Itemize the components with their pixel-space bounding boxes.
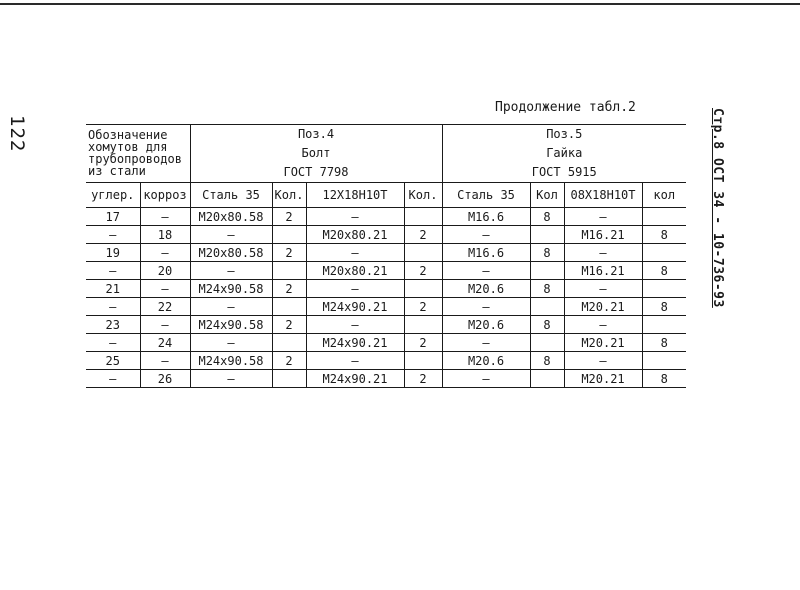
table-cell: –: [306, 352, 404, 370]
table-row: [86, 298, 686, 316]
table-cell: 17: [86, 208, 140, 226]
table-cell: 2: [272, 244, 306, 262]
fastener-spec-table: [86, 124, 686, 388]
table-cell: [404, 244, 442, 262]
table-cell: [272, 226, 306, 244]
table-cell: [404, 208, 442, 226]
table-cell: 8: [642, 370, 686, 388]
table-cell: 8: [530, 280, 564, 298]
table-cell: М20х80.21: [306, 226, 404, 244]
table-cell: 8: [642, 334, 686, 352]
table-cell: –: [306, 316, 404, 334]
group-line: Поз.5: [546, 127, 583, 141]
table-cell: 18: [140, 226, 190, 244]
table-cell: М20х80.58: [190, 208, 272, 226]
group-line: Болт: [301, 146, 331, 160]
table-cell: [642, 316, 686, 334]
table-cell: М16.6: [442, 244, 530, 262]
header-line: трубопроводов: [88, 152, 182, 166]
column-header: 08Х18Н10Т: [564, 183, 642, 208]
table-cell: М16.21: [564, 226, 642, 244]
table-cell: –: [140, 352, 190, 370]
table-cell: 2: [404, 370, 442, 388]
table-cell: 26: [140, 370, 190, 388]
table-cell: –: [306, 280, 404, 298]
table-cell: М24х90.58: [190, 316, 272, 334]
group-line: ГОСТ 7798: [283, 165, 349, 179]
table-cell: –: [442, 262, 530, 280]
table-cell: М20.6: [442, 316, 530, 334]
table-cell: –: [86, 370, 140, 388]
table-cell: –: [140, 208, 190, 226]
header-line: хомутов для: [88, 140, 168, 154]
column-header: Кол: [530, 183, 564, 208]
document-reference: Стр.8 ОСТ 34 - 10-736-93: [710, 108, 725, 308]
table-cell: 22: [140, 298, 190, 316]
table-row: [86, 352, 686, 370]
table-cell: –: [564, 352, 642, 370]
table-cell: –: [564, 316, 642, 334]
table-cell: М24х90.58: [190, 352, 272, 370]
table-cell: М20х80.58: [190, 244, 272, 262]
table-cell: 2: [272, 208, 306, 226]
table-cell: [530, 226, 564, 244]
column-header: Сталь 35: [442, 183, 530, 208]
table-cell: 23: [86, 316, 140, 334]
table-cell: –: [86, 298, 140, 316]
table-cell: 8: [530, 244, 564, 262]
table-cell: 8: [530, 208, 564, 226]
bolt-group-header: [190, 125, 442, 183]
table-cell: 24: [140, 334, 190, 352]
table-row: [86, 334, 686, 352]
table-cell: –: [442, 334, 530, 352]
table-cell: М20.21: [564, 298, 642, 316]
table-cell: 20: [140, 262, 190, 280]
column-header: Кол.: [272, 183, 306, 208]
table-cell: 2: [272, 352, 306, 370]
table-cell: М20.21: [564, 334, 642, 352]
table-cell: –: [190, 298, 272, 316]
table-cell: 21: [86, 280, 140, 298]
table-cell: [642, 280, 686, 298]
table-cell: [272, 370, 306, 388]
table-cell: 2: [404, 334, 442, 352]
table-cell: 2: [404, 298, 442, 316]
table-row: [86, 244, 686, 262]
table-cell: –: [564, 208, 642, 226]
column-header: корроз: [140, 183, 190, 208]
table-cell: –: [190, 334, 272, 352]
group-line: ГОСТ 5915: [531, 165, 597, 179]
table-cell: М24х90.21: [306, 334, 404, 352]
table-cell: М20х80.21: [306, 262, 404, 280]
table-cell: 25: [86, 352, 140, 370]
table-body: [86, 208, 686, 388]
column-header: кол: [642, 183, 686, 208]
table-cell: –: [140, 280, 190, 298]
table-cell: –: [564, 280, 642, 298]
table-cell: 19: [86, 244, 140, 262]
table-cell: –: [86, 262, 140, 280]
table-cell: –: [306, 244, 404, 262]
table-cell: 2: [272, 280, 306, 298]
table-cell: [530, 262, 564, 280]
table-cell: М20.21: [564, 370, 642, 388]
group-line: Поз.4: [297, 127, 335, 141]
table-cell: [530, 370, 564, 388]
table-cell: [530, 298, 564, 316]
table-cell: [642, 352, 686, 370]
table-cell: –: [140, 316, 190, 334]
table-cell: [530, 334, 564, 352]
table-cell: [404, 352, 442, 370]
table-cell: [272, 262, 306, 280]
column-header: Сталь 35: [190, 183, 272, 208]
table-cell: М20.6: [442, 280, 530, 298]
table-cell: –: [190, 370, 272, 388]
table-cell: М24х90.21: [306, 370, 404, 388]
table-cell: 2: [272, 316, 306, 334]
clamp-designation-header: [86, 125, 190, 183]
table-cell: 8: [530, 316, 564, 334]
table-cell: М16.6: [442, 208, 530, 226]
table-row: [86, 370, 686, 388]
table-cell: М16.21: [564, 262, 642, 280]
table-cell: [642, 244, 686, 262]
table-cell: —: [564, 244, 642, 262]
group-header-row: [86, 125, 686, 183]
table-cell: 8: [530, 352, 564, 370]
table-row: [86, 262, 686, 280]
table-cell: [404, 280, 442, 298]
table-cell: –: [442, 298, 530, 316]
table-row: [86, 280, 686, 298]
column-header: углер.: [86, 183, 140, 208]
table-cell: [642, 208, 686, 226]
table-cell: –: [190, 226, 272, 244]
table-cell: 8: [642, 298, 686, 316]
column-header: 12Х18Н10Т: [306, 183, 404, 208]
table-cell: 8: [642, 226, 686, 244]
sub-header-row: [86, 183, 686, 208]
table-cell: 2: [404, 226, 442, 244]
column-header: Кол.: [404, 183, 442, 208]
table-cell: –: [306, 208, 404, 226]
table-cell: 2: [404, 262, 442, 280]
table-cell: –: [442, 226, 530, 244]
group-line: Гайка: [546, 146, 583, 160]
table-cell: 8: [642, 262, 686, 280]
table-cell: –: [86, 334, 140, 352]
table-continuation-caption: Продолжение табл.2: [495, 100, 636, 115]
table-row: [86, 316, 686, 334]
table-cell: [404, 316, 442, 334]
page-number: 122: [6, 115, 28, 153]
table-cell: М24х90.21: [306, 298, 404, 316]
header-line: Обозначение: [88, 128, 168, 142]
table-cell: [272, 334, 306, 352]
header-line: из стали: [88, 164, 146, 178]
table-cell: –: [190, 262, 272, 280]
table-cell: –: [442, 370, 530, 388]
table-row: [86, 208, 686, 226]
table-cell: М24х90.58: [190, 280, 272, 298]
nut-group-header: [442, 125, 686, 183]
table-row: [86, 226, 686, 244]
top-border-rule: [0, 3, 800, 5]
table-cell: –: [86, 226, 140, 244]
table-cell: [272, 298, 306, 316]
table-cell: М20.6: [442, 352, 530, 370]
table-cell: –: [140, 244, 190, 262]
